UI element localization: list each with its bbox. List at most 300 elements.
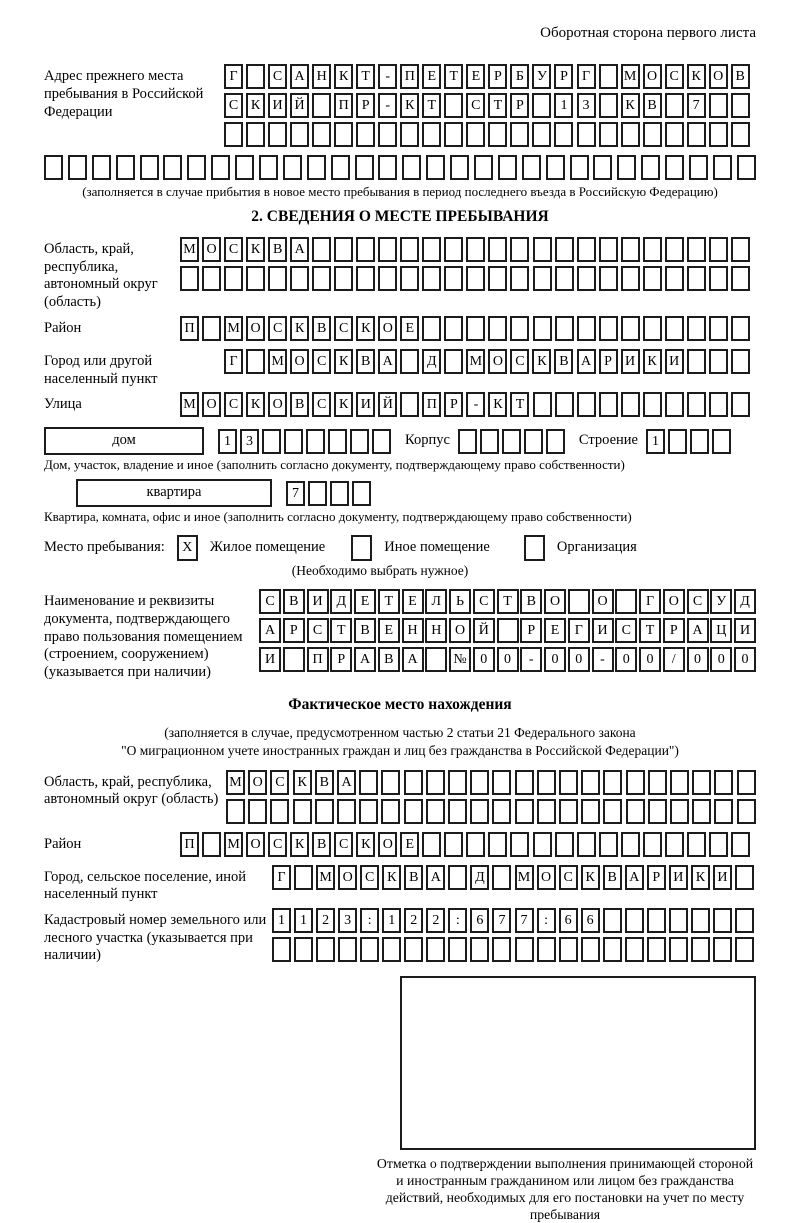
- char-box[interactable]: О: [248, 770, 267, 795]
- char-box[interactable]: Т: [356, 64, 375, 89]
- char-box[interactable]: 0: [497, 647, 519, 672]
- char-box[interactable]: [163, 155, 182, 180]
- char-box[interactable]: В: [356, 349, 375, 374]
- char-box[interactable]: С: [268, 316, 287, 341]
- char-box[interactable]: [92, 155, 111, 180]
- char-box[interactable]: [492, 799, 511, 824]
- char-box[interactable]: 7: [515, 908, 534, 933]
- char-box[interactable]: [140, 155, 159, 180]
- char-box[interactable]: [356, 237, 375, 262]
- char-box[interactable]: [312, 237, 331, 262]
- char-box[interactable]: [448, 799, 467, 824]
- char-box[interactable]: О: [449, 618, 471, 643]
- char-box[interactable]: А: [378, 349, 397, 374]
- char-box[interactable]: [735, 937, 754, 962]
- char-box[interactable]: К: [621, 93, 640, 118]
- char-box[interactable]: [689, 155, 708, 180]
- char-box[interactable]: [480, 429, 499, 454]
- char-box[interactable]: [647, 908, 666, 933]
- char-box[interactable]: [425, 647, 447, 672]
- char-box[interactable]: [665, 392, 684, 417]
- char-box[interactable]: Т: [510, 392, 529, 417]
- char-box[interactable]: [187, 155, 206, 180]
- char-box[interactable]: [422, 266, 441, 291]
- char-box[interactable]: А: [354, 647, 376, 672]
- char-box[interactable]: [316, 937, 335, 962]
- char-box[interactable]: Г: [639, 589, 661, 614]
- char-box[interactable]: [603, 937, 622, 962]
- char-box[interactable]: [559, 937, 578, 962]
- char-box[interactable]: [284, 429, 303, 454]
- char-box[interactable]: [359, 799, 378, 824]
- char-box[interactable]: №: [449, 647, 471, 672]
- char-box[interactable]: :: [537, 908, 556, 933]
- char-box[interactable]: [235, 155, 254, 180]
- char-box[interactable]: -: [466, 392, 485, 417]
- char-box[interactable]: П: [180, 832, 199, 857]
- char-box[interactable]: [665, 93, 684, 118]
- char-box[interactable]: [444, 93, 463, 118]
- char-box[interactable]: [294, 937, 313, 962]
- char-box[interactable]: [603, 770, 622, 795]
- char-box[interactable]: О: [378, 316, 397, 341]
- char-box[interactable]: Б: [510, 64, 529, 89]
- char-box[interactable]: [731, 266, 750, 291]
- char-box[interactable]: [665, 832, 684, 857]
- char-box[interactable]: К: [334, 349, 353, 374]
- char-box[interactable]: [522, 155, 541, 180]
- char-box[interactable]: [404, 770, 423, 795]
- char-box[interactable]: [668, 429, 687, 454]
- char-box[interactable]: 7: [286, 481, 305, 506]
- char-box[interactable]: -: [378, 64, 397, 89]
- char-box[interactable]: В: [404, 865, 423, 890]
- char-box[interactable]: К: [246, 93, 265, 118]
- char-box[interactable]: [554, 122, 573, 147]
- char-box[interactable]: 2: [426, 908, 445, 933]
- char-box[interactable]: [450, 155, 469, 180]
- char-box[interactable]: [687, 392, 706, 417]
- char-box[interactable]: [691, 937, 710, 962]
- char-box[interactable]: [621, 392, 640, 417]
- char-box[interactable]: [400, 122, 419, 147]
- char-box[interactable]: [714, 799, 733, 824]
- char-box[interactable]: [488, 316, 507, 341]
- char-box[interactable]: А: [625, 865, 644, 890]
- char-box[interactable]: И: [669, 865, 688, 890]
- char-box[interactable]: Р: [599, 349, 618, 374]
- char-box[interactable]: И: [713, 865, 732, 890]
- char-box[interactable]: /: [663, 647, 685, 672]
- char-box[interactable]: -: [520, 647, 542, 672]
- char-box[interactable]: [211, 155, 230, 180]
- char-box[interactable]: Е: [378, 618, 400, 643]
- char-box[interactable]: [625, 937, 644, 962]
- char-box[interactable]: [426, 770, 445, 795]
- char-box[interactable]: С: [559, 865, 578, 890]
- char-box[interactable]: Т: [330, 618, 352, 643]
- char-box[interactable]: И: [592, 618, 614, 643]
- char-box[interactable]: [647, 937, 666, 962]
- char-box[interactable]: Т: [497, 589, 519, 614]
- char-box[interactable]: П: [307, 647, 329, 672]
- char-box[interactable]: С: [312, 349, 331, 374]
- char-box[interactable]: [643, 832, 662, 857]
- char-box[interactable]: [537, 937, 556, 962]
- char-box[interactable]: [382, 937, 401, 962]
- char-box[interactable]: И: [734, 618, 756, 643]
- char-box[interactable]: К: [293, 770, 312, 795]
- char-box[interactable]: 3: [577, 93, 596, 118]
- char-box[interactable]: А: [337, 770, 356, 795]
- char-box[interactable]: [546, 155, 565, 180]
- char-box[interactable]: [731, 93, 750, 118]
- char-box[interactable]: [568, 589, 590, 614]
- char-box[interactable]: [68, 155, 87, 180]
- char-box[interactable]: [116, 155, 135, 180]
- char-box[interactable]: Е: [422, 64, 441, 89]
- char-box[interactable]: К: [334, 392, 353, 417]
- char-box[interactable]: [709, 392, 728, 417]
- char-box[interactable]: [426, 937, 445, 962]
- char-box[interactable]: К: [356, 832, 375, 857]
- char-box[interactable]: О: [246, 316, 265, 341]
- char-box[interactable]: 0: [473, 647, 495, 672]
- char-box[interactable]: [268, 266, 287, 291]
- char-box[interactable]: Е: [354, 589, 376, 614]
- char-box[interactable]: М: [621, 64, 640, 89]
- char-box[interactable]: Т: [639, 618, 661, 643]
- char-box[interactable]: С: [259, 589, 281, 614]
- char-box[interactable]: [577, 392, 596, 417]
- char-box[interactable]: [599, 93, 618, 118]
- char-box[interactable]: [502, 429, 521, 454]
- char-box[interactable]: -: [592, 647, 614, 672]
- char-box[interactable]: О: [592, 589, 614, 614]
- char-box[interactable]: К: [246, 392, 265, 417]
- char-box[interactable]: [466, 832, 485, 857]
- char-box[interactable]: [356, 266, 375, 291]
- char-box[interactable]: [643, 266, 662, 291]
- char-box[interactable]: :: [448, 908, 467, 933]
- char-box[interactable]: [555, 266, 574, 291]
- char-box[interactable]: [731, 316, 750, 341]
- char-box[interactable]: М: [180, 392, 199, 417]
- char-box[interactable]: [621, 237, 640, 262]
- char-box[interactable]: [641, 155, 660, 180]
- char-box[interactable]: П: [422, 392, 441, 417]
- char-box[interactable]: [615, 589, 637, 614]
- char-box[interactable]: С: [510, 349, 529, 374]
- char-box[interactable]: [283, 155, 302, 180]
- char-box[interactable]: Р: [283, 618, 305, 643]
- char-box[interactable]: В: [520, 589, 542, 614]
- char-box[interactable]: [381, 770, 400, 795]
- char-box[interactable]: Р: [520, 618, 542, 643]
- char-box[interactable]: О: [202, 237, 221, 262]
- char-box[interactable]: Т: [422, 93, 441, 118]
- char-box[interactable]: [570, 155, 589, 180]
- char-box[interactable]: К: [382, 865, 401, 890]
- char-box[interactable]: [599, 392, 618, 417]
- char-box[interactable]: О: [338, 865, 357, 890]
- char-box[interactable]: А: [426, 865, 445, 890]
- char-box[interactable]: [648, 770, 667, 795]
- char-box[interactable]: [246, 64, 265, 89]
- char-box[interactable]: [670, 770, 689, 795]
- char-box[interactable]: [378, 122, 397, 147]
- char-box[interactable]: М: [180, 237, 199, 262]
- char-box[interactable]: [180, 266, 199, 291]
- char-box[interactable]: [546, 429, 565, 454]
- char-box[interactable]: [262, 429, 281, 454]
- char-box[interactable]: [692, 770, 711, 795]
- char-box[interactable]: [731, 122, 750, 147]
- char-box[interactable]: [312, 266, 331, 291]
- char-box[interactable]: П: [334, 93, 353, 118]
- char-box[interactable]: [372, 429, 391, 454]
- char-box[interactable]: [497, 618, 519, 643]
- char-box[interactable]: [599, 832, 618, 857]
- char-box[interactable]: [643, 122, 662, 147]
- char-box[interactable]: [626, 770, 645, 795]
- char-box[interactable]: [312, 93, 331, 118]
- char-box[interactable]: Н: [312, 64, 331, 89]
- char-box[interactable]: [290, 266, 309, 291]
- char-box[interactable]: [690, 429, 709, 454]
- char-box[interactable]: [648, 799, 667, 824]
- char-box[interactable]: [330, 481, 349, 506]
- char-box[interactable]: С: [360, 865, 379, 890]
- char-box[interactable]: [422, 832, 441, 857]
- char-box[interactable]: 6: [581, 908, 600, 933]
- char-box[interactable]: [625, 908, 644, 933]
- char-box[interactable]: В: [643, 93, 662, 118]
- char-box[interactable]: Р: [663, 618, 685, 643]
- char-box[interactable]: А: [687, 618, 709, 643]
- char-box[interactable]: Й: [473, 618, 495, 643]
- char-box[interactable]: [599, 64, 618, 89]
- checkbox-residential[interactable]: X: [177, 535, 198, 561]
- char-box[interactable]: Л: [425, 589, 447, 614]
- char-box[interactable]: [378, 237, 397, 262]
- char-box[interactable]: [603, 908, 622, 933]
- char-box[interactable]: Е: [400, 316, 419, 341]
- char-box[interactable]: [510, 266, 529, 291]
- char-box[interactable]: Г: [577, 64, 596, 89]
- char-box[interactable]: К: [687, 64, 706, 89]
- char-box[interactable]: [599, 266, 618, 291]
- char-box[interactable]: О: [378, 832, 397, 857]
- char-box[interactable]: А: [290, 64, 309, 89]
- char-box[interactable]: [577, 266, 596, 291]
- char-box[interactable]: [621, 832, 640, 857]
- char-box[interactable]: :: [360, 908, 379, 933]
- char-box[interactable]: Г: [568, 618, 590, 643]
- char-box[interactable]: О: [290, 349, 309, 374]
- char-box[interactable]: Д: [422, 349, 441, 374]
- char-box[interactable]: [246, 349, 265, 374]
- char-box[interactable]: [224, 266, 243, 291]
- char-box[interactable]: [731, 349, 750, 374]
- char-box[interactable]: С: [224, 237, 243, 262]
- char-box[interactable]: [492, 770, 511, 795]
- char-box[interactable]: [448, 865, 467, 890]
- char-box[interactable]: С: [307, 618, 329, 643]
- char-box[interactable]: [470, 770, 489, 795]
- char-box[interactable]: [669, 937, 688, 962]
- char-box[interactable]: [687, 832, 706, 857]
- char-box[interactable]: [643, 392, 662, 417]
- char-box[interactable]: В: [378, 647, 400, 672]
- char-box[interactable]: [378, 266, 397, 291]
- char-box[interactable]: О: [268, 392, 287, 417]
- char-box[interactable]: [510, 316, 529, 341]
- char-box[interactable]: [359, 770, 378, 795]
- char-box[interactable]: Т: [378, 589, 400, 614]
- char-box[interactable]: С: [665, 64, 684, 89]
- char-box[interactable]: [577, 316, 596, 341]
- char-box[interactable]: Г: [272, 865, 291, 890]
- char-box[interactable]: А: [577, 349, 596, 374]
- char-box[interactable]: К: [532, 349, 551, 374]
- char-box[interactable]: [665, 155, 684, 180]
- char-box[interactable]: 0: [687, 647, 709, 672]
- char-box[interactable]: [577, 237, 596, 262]
- char-box[interactable]: М: [466, 349, 485, 374]
- char-box[interactable]: [334, 266, 353, 291]
- char-box[interactable]: [709, 93, 728, 118]
- char-box[interactable]: [338, 937, 357, 962]
- char-box[interactable]: [713, 908, 732, 933]
- char-box[interactable]: [422, 122, 441, 147]
- char-box[interactable]: [352, 481, 371, 506]
- char-box[interactable]: [334, 237, 353, 262]
- char-box[interactable]: [328, 429, 347, 454]
- char-box[interactable]: [665, 122, 684, 147]
- char-box[interactable]: [488, 266, 507, 291]
- char-box[interactable]: [492, 865, 511, 890]
- char-box[interactable]: [737, 155, 756, 180]
- char-box[interactable]: [524, 429, 543, 454]
- char-box[interactable]: Р: [444, 392, 463, 417]
- char-box[interactable]: [731, 237, 750, 262]
- char-box[interactable]: И: [268, 93, 287, 118]
- char-box[interactable]: 1: [382, 908, 401, 933]
- char-box[interactable]: [515, 799, 534, 824]
- char-box[interactable]: Е: [400, 832, 419, 857]
- char-box[interactable]: [626, 799, 645, 824]
- char-box[interactable]: [665, 266, 684, 291]
- char-box[interactable]: К: [356, 316, 375, 341]
- char-box[interactable]: К: [488, 392, 507, 417]
- char-box[interactable]: О: [643, 64, 662, 89]
- char-box[interactable]: П: [400, 64, 419, 89]
- char-box[interactable]: [226, 799, 245, 824]
- char-box[interactable]: С: [466, 93, 485, 118]
- char-box[interactable]: [669, 908, 688, 933]
- char-box[interactable]: 3: [240, 429, 259, 454]
- char-box[interactable]: С: [312, 392, 331, 417]
- char-box[interactable]: [294, 865, 313, 890]
- char-box[interactable]: С: [334, 316, 353, 341]
- char-box[interactable]: [268, 122, 287, 147]
- char-box[interactable]: О: [488, 349, 507, 374]
- char-box[interactable]: [356, 122, 375, 147]
- char-box[interactable]: [248, 799, 267, 824]
- char-box[interactable]: Д: [330, 589, 352, 614]
- char-box[interactable]: [603, 799, 622, 824]
- char-box[interactable]: [307, 155, 326, 180]
- char-box[interactable]: [444, 832, 463, 857]
- char-box[interactable]: [466, 316, 485, 341]
- char-box[interactable]: [533, 237, 552, 262]
- char-box[interactable]: Й: [378, 392, 397, 417]
- char-box[interactable]: [202, 316, 221, 341]
- char-box[interactable]: [713, 155, 732, 180]
- char-box[interactable]: [224, 122, 243, 147]
- char-box[interactable]: [709, 237, 728, 262]
- char-box[interactable]: [691, 908, 710, 933]
- char-box[interactable]: [665, 316, 684, 341]
- char-box[interactable]: С: [224, 392, 243, 417]
- char-box[interactable]: М: [316, 865, 335, 890]
- char-box[interactable]: С: [224, 93, 243, 118]
- char-box[interactable]: [617, 155, 636, 180]
- char-box[interactable]: 3: [338, 908, 357, 933]
- char-box[interactable]: [599, 122, 618, 147]
- char-box[interactable]: [422, 316, 441, 341]
- char-box[interactable]: О: [663, 589, 685, 614]
- char-box[interactable]: [714, 770, 733, 795]
- char-box[interactable]: И: [307, 589, 329, 614]
- char-box[interactable]: [692, 799, 711, 824]
- char-box[interactable]: К: [290, 832, 309, 857]
- char-box[interactable]: [555, 316, 574, 341]
- char-box[interactable]: К: [246, 237, 265, 262]
- char-box[interactable]: Р: [554, 64, 573, 89]
- char-box[interactable]: Е: [466, 64, 485, 89]
- char-box[interactable]: И: [621, 349, 640, 374]
- char-box[interactable]: [709, 122, 728, 147]
- char-box[interactable]: В: [290, 392, 309, 417]
- char-box[interactable]: Д: [734, 589, 756, 614]
- char-box[interactable]: [670, 799, 689, 824]
- char-box[interactable]: 0: [568, 647, 590, 672]
- char-box[interactable]: Р: [510, 93, 529, 118]
- char-box[interactable]: К: [643, 349, 662, 374]
- char-box[interactable]: [555, 392, 574, 417]
- char-box[interactable]: А: [259, 618, 281, 643]
- char-box[interactable]: О: [246, 832, 265, 857]
- char-box[interactable]: [687, 122, 706, 147]
- char-box[interactable]: [426, 155, 445, 180]
- char-box[interactable]: [577, 122, 596, 147]
- char-box[interactable]: С: [268, 64, 287, 89]
- char-box[interactable]: [308, 481, 327, 506]
- char-box[interactable]: [444, 266, 463, 291]
- char-box[interactable]: [515, 937, 534, 962]
- char-box[interactable]: [709, 832, 728, 857]
- char-box[interactable]: Г: [224, 349, 243, 374]
- char-box[interactable]: Н: [425, 618, 447, 643]
- char-box[interactable]: В: [554, 349, 573, 374]
- char-box[interactable]: Р: [488, 64, 507, 89]
- char-box[interactable]: [533, 266, 552, 291]
- char-box[interactable]: [537, 770, 556, 795]
- char-box[interactable]: [515, 770, 534, 795]
- char-box[interactable]: [643, 316, 662, 341]
